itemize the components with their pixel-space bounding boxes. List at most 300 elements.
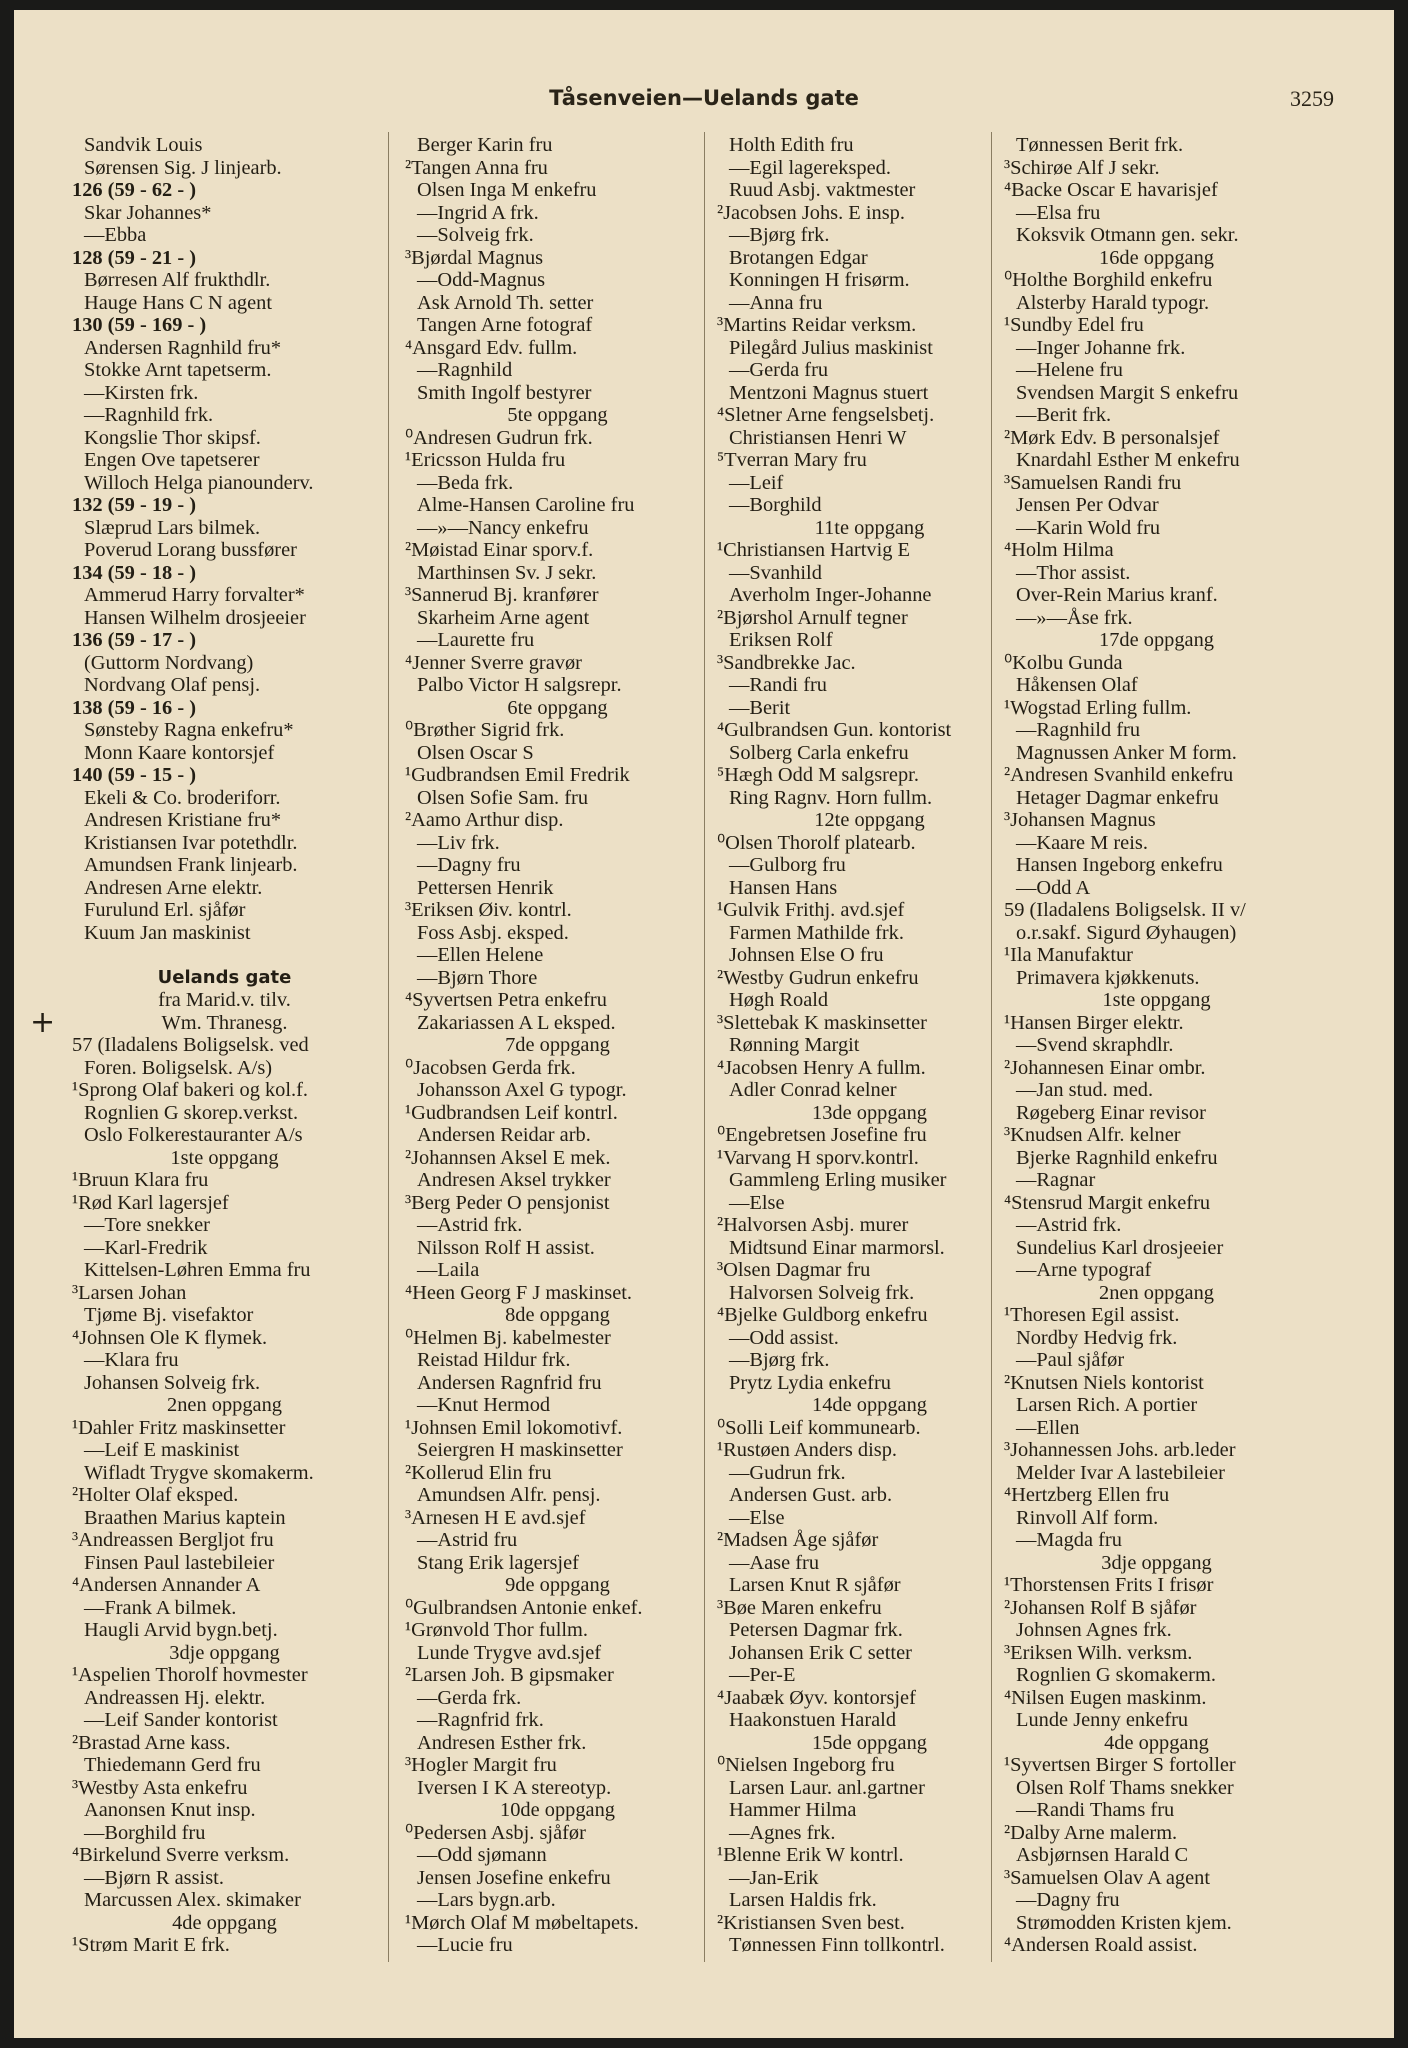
- entry-text: ²Westby Gudrun enkefru: [717, 966, 919, 989]
- directory-entry: [1004, 1507, 1309, 1530]
- entry-text: ⁰Olsen Thorolf platearb.: [717, 831, 916, 854]
- directory-entry: [72, 1327, 377, 1350]
- directory-entry: [405, 899, 710, 922]
- entry-text: Svendsen Margit S enkefru: [1016, 381, 1239, 404]
- entry-text: —Odd sjømann: [417, 1844, 547, 1866]
- directory-entry: [1004, 1844, 1309, 1867]
- entry-text: ³Arnesen H E avd.sjef: [405, 1506, 586, 1529]
- section-heading: [405, 1799, 710, 1822]
- entry-text: ²Aamo Arthur disp.: [405, 809, 564, 831]
- entry-text: ¹Bruun Klara fru: [72, 1169, 209, 1191]
- entry-text: —Ebba: [84, 224, 147, 246]
- section-heading: [72, 1642, 377, 1665]
- entry-text: Midtsund Einar marmorsl.: [729, 1236, 945, 1259]
- directory-entry: [72, 922, 377, 945]
- entry-text: Primavera kjøkkenuts.: [1016, 966, 1200, 989]
- directory-entry: [72, 1237, 377, 1260]
- directory-entry: [72, 1349, 377, 1372]
- directory-entry: [1004, 1394, 1309, 1417]
- entry-text: ¹Gulvik Frithj. avd.sjef: [717, 899, 905, 921]
- directory-entry: [405, 1507, 710, 1530]
- entry-text: ¹Varvang H sporv.kontrl.: [717, 1146, 919, 1169]
- directory-entry: [72, 1282, 377, 1305]
- directory-entry: [717, 1507, 1022, 1530]
- directory-entry: [1004, 314, 1309, 337]
- directory-entry: [405, 449, 710, 472]
- directory-entry: [405, 1079, 710, 1102]
- entry-text: ³Eriksen Øiv. kontrl.: [405, 899, 572, 921]
- entry-text: ⁵Hægh Odd M salgsrepr.: [717, 764, 919, 786]
- entry-text: Furulund Erl. sjåfør: [84, 899, 246, 921]
- entry-text: —Astrid fru: [417, 1529, 518, 1551]
- directory-entry: [717, 922, 1022, 945]
- house-number-heading: [72, 562, 377, 585]
- directory-entry: [1004, 517, 1309, 540]
- entry-text: Hammer Hilma: [729, 1799, 857, 1821]
- entry-text: ²Møistad Einar sporv.f.: [405, 539, 594, 561]
- directory-entry: [72, 742, 377, 765]
- directory-entry: [1004, 899, 1309, 922]
- entry-text: ⁰Solli Leif kommunearb.: [717, 1416, 921, 1439]
- entry-text: 130 (59 - 169 - ): [72, 314, 207, 336]
- directory-entry: [717, 562, 1022, 585]
- directory-entry: [72, 1687, 377, 1710]
- entry-text: ¹Aspelien Thorolf hovmester: [72, 1664, 308, 1686]
- directory-entry: [1004, 1867, 1309, 1890]
- directory-entry: [72, 1102, 377, 1125]
- directory-entry: [1004, 292, 1309, 315]
- directory-entry: [1004, 1372, 1309, 1395]
- entry-text: ⁰Andresen Gudrun frk.: [405, 426, 593, 449]
- entry-text: ⁴Stensrud Margit enkefru: [1004, 1191, 1211, 1214]
- entry-text: 15de oppgang: [812, 1731, 927, 1754]
- directory-entry: [72, 1304, 377, 1327]
- directory-entry: [1004, 1439, 1309, 1462]
- entry-text: 17de oppgang: [1099, 629, 1214, 651]
- directory-entry: [72, 1462, 377, 1485]
- directory-entry: [1004, 674, 1309, 697]
- directory-entry: [405, 1732, 710, 1755]
- section-heading: [30, 1004, 377, 1040]
- entry-text: ¹Hansen Birger elektr.: [1004, 1011, 1184, 1034]
- entry-text: Johnsen Else O fru: [729, 944, 884, 966]
- entry-text: —Ellen: [1016, 1416, 1080, 1439]
- entry-text: Seiergren H maskinsetter: [417, 1439, 623, 1461]
- entry-text: Ammerud Harry forvalter*: [84, 584, 305, 606]
- directory-entry: [405, 1259, 710, 1282]
- entry-text: —Bjørn R assist.: [84, 1866, 224, 1889]
- directory-entry: [72, 1372, 377, 1395]
- entry-text: —Tore snekker: [84, 1214, 210, 1236]
- entry-text: ¹Dahler Fritz maskinsetter: [72, 1416, 286, 1439]
- entry-text: —»—Åse frk.: [1016, 606, 1133, 629]
- directory-entry: [72, 1529, 377, 1552]
- directory-entry: [717, 1552, 1022, 1575]
- directory-entry: [405, 134, 710, 157]
- directory-entry: [717, 629, 1022, 652]
- section-heading: [1004, 247, 1309, 270]
- directory-entry: [72, 899, 377, 922]
- entry-text: ²Kristiansen Sven best.: [717, 1911, 905, 1934]
- directory-entry: [717, 247, 1022, 270]
- directory-entry: [717, 1237, 1022, 1260]
- entry-text: Olsen Inga M enkefru: [417, 179, 597, 201]
- entry-text: ²Johannesen Einar ombr.: [1004, 1056, 1206, 1079]
- entry-text: —Gulborg fru: [729, 854, 846, 876]
- entry-text: Hansen Hans: [729, 876, 838, 899]
- directory-entry: [717, 1574, 1022, 1597]
- entry-text: ¹Johnsen Emil lokomotivf.: [405, 1416, 623, 1439]
- entry-text: ⁰Helmen Bj. kabelmester: [405, 1326, 611, 1349]
- entry-text: ³Johansen Magnus: [1004, 809, 1156, 831]
- directory-entry: [405, 1012, 710, 1035]
- entry-text: —Leif: [729, 471, 784, 494]
- section-heading: [1004, 1282, 1309, 1305]
- entry-text: Konningen H frisørm.: [729, 269, 910, 291]
- directory-entry: [72, 854, 377, 877]
- entry-text: 14de oppgang: [812, 1394, 927, 1416]
- entry-text: (Guttorm Nordvang): [84, 651, 254, 674]
- entry-text: —Beda frk.: [417, 471, 514, 494]
- directory-entry: [1004, 922, 1309, 945]
- entry-text: —Ragnhild frk.: [84, 404, 214, 426]
- directory-entry: [1004, 1574, 1309, 1597]
- entry-text: —Laurette fru: [417, 629, 535, 651]
- entry-text: —Leif Sander kontorist: [84, 1709, 278, 1731]
- entry-text: —Knut Hermod: [417, 1394, 551, 1416]
- directory-entry: [72, 674, 377, 697]
- directory-entry: [717, 1034, 1022, 1057]
- entry-text: Averholm Inger-Johanne: [729, 584, 932, 606]
- entry-text: ⁴Gulbrandsen Gun. kontorist: [717, 719, 952, 741]
- directory-entry: [405, 944, 710, 967]
- directory-entry: [405, 1889, 710, 1912]
- entry-text: —Lucie fru: [417, 1934, 513, 1956]
- entry-text: ¹Ericsson Hulda fru: [405, 449, 566, 471]
- section-heading: [405, 1574, 710, 1597]
- directory-entry: [72, 652, 377, 675]
- entry-text: Andresen Kristiane fru*: [84, 809, 282, 831]
- directory-entry: [72, 404, 377, 427]
- entry-text: Johansen Solveig frk.: [84, 1371, 261, 1394]
- entry-text: —Leif E maskinist: [84, 1439, 240, 1461]
- directory-entry: [405, 517, 710, 540]
- entry-text: ⁴Holm Hilma: [1004, 539, 1114, 561]
- entry-text: ²Knutsen Niels kontorist: [1004, 1371, 1204, 1394]
- entry-text: Jensen Per Odvar: [1016, 494, 1159, 516]
- directory-entry: [717, 1304, 1022, 1327]
- directory-entry: [405, 472, 710, 495]
- entry-text: 132 (59 - 19 - ): [72, 494, 197, 516]
- entry-text: Slæprud Lars bilmek.: [84, 516, 261, 539]
- entry-text: ⁰Brøther Sigrid frk.: [405, 719, 565, 741]
- directory-entry: [72, 472, 377, 495]
- directory-entry: [717, 1327, 1022, 1350]
- entry-text: ⁰Kolbu Gunda: [1004, 651, 1123, 674]
- directory-entry: [1004, 1597, 1309, 1620]
- directory-entry: [717, 382, 1022, 405]
- entry-text: Sørensen Sig. J linjearb.: [84, 156, 282, 179]
- directory-entry: [72, 1192, 377, 1215]
- entry-text: Braathen Marius kaptein: [84, 1506, 286, 1529]
- directory-entry: [717, 1822, 1022, 1845]
- directory-entry: [72, 1844, 377, 1867]
- directory-entry: [72, 1822, 377, 1845]
- street-heading: [72, 967, 377, 990]
- directory-entry: [72, 877, 377, 900]
- entry-text: ⁰Nielsen Ingeborg fru: [717, 1754, 895, 1776]
- directory-entry: [405, 157, 710, 180]
- entry-text: ⁴Jacobsen Henry A fullm.: [717, 1056, 926, 1079]
- directory-entry: [1004, 269, 1309, 292]
- directory-entry: [405, 539, 710, 562]
- directory-entry: [717, 1777, 1022, 1800]
- entry-text: —»—Nancy enkefru: [417, 516, 589, 539]
- directory-entry: [405, 787, 710, 810]
- entry-text: —Karin Wold fru: [1016, 516, 1161, 539]
- directory-entry: [1004, 1799, 1309, 1822]
- directory-entry: [717, 1012, 1022, 1035]
- directory-entry: [405, 269, 710, 292]
- entry-text: Andreassen Hj. elektr.: [84, 1686, 266, 1709]
- entry-text: ⁴Bjelke Guldborg enkefru: [717, 1304, 928, 1326]
- directory-entry: [1004, 1754, 1309, 1777]
- entry-text: —Odd-Magnus: [417, 269, 545, 291]
- entry-text: Lunde Trygve avd.sjef: [417, 1641, 602, 1664]
- section-heading: [72, 989, 377, 1012]
- directory-entry: [717, 697, 1022, 720]
- entry-text: 4de oppgang: [1104, 1731, 1209, 1754]
- entry-text: ²Andresen Svanhild enkefru: [1004, 764, 1234, 786]
- entry-text: Uelands gate: [157, 966, 292, 988]
- directory-entry: [717, 1349, 1022, 1372]
- directory-entry: [1004, 1664, 1309, 1687]
- entry-text: ²Halvorsen Asbj. murer: [717, 1214, 909, 1236]
- directory-entry: [717, 269, 1022, 292]
- entry-text: ³Schirøe Alf J sekr.: [1004, 156, 1160, 179]
- entry-text: —Lars bygn.arb.: [417, 1889, 556, 1911]
- section-heading: [1004, 1552, 1309, 1575]
- directory-entry: [72, 1439, 377, 1462]
- directory-entry: [72, 944, 377, 967]
- directory-entry: [1004, 1912, 1309, 1935]
- entry-text: ²Jacobsen Johs. E insp.: [717, 201, 905, 224]
- entry-text: —Inger Johanne frk.: [1016, 336, 1186, 359]
- section-heading: [1004, 629, 1309, 652]
- entry-text: 128 (59 - 21 - ): [72, 246, 197, 269]
- entry-text: —Anna fru: [729, 291, 823, 314]
- entry-text: Hansen Ingeborg enkefru: [1016, 854, 1223, 876]
- column-divider: [388, 132, 389, 1962]
- entry-text: ¹Thorstensen Frits I frisør: [1004, 1574, 1214, 1596]
- entry-text: ¹Ila Manufaktur: [1004, 944, 1133, 966]
- directory-entry: [1004, 697, 1309, 720]
- entry-text: Skar Johannes*: [84, 201, 212, 224]
- directory-entry: [72, 539, 377, 562]
- entry-text: Over-Rein Marius kranf.: [1016, 584, 1218, 606]
- page-title: Tåsenveien—Uelands gate: [549, 86, 859, 110]
- entry-text: ²Holter Olaf eksped.: [72, 1484, 239, 1506]
- directory-entry: [72, 809, 377, 832]
- entry-text: ³Andreassen Bergljot fru: [72, 1529, 274, 1551]
- entry-text: ³Eriksen Wilh. verksm.: [1004, 1641, 1193, 1664]
- entry-text: Høgh Roald: [729, 989, 829, 1011]
- entry-text: ¹Rustøen Anders disp.: [717, 1439, 898, 1461]
- directory-entry: [72, 1889, 377, 1912]
- section-heading: [717, 809, 1022, 832]
- directory-entry: [405, 629, 710, 652]
- entry-text: ²Mørk Edv. B personalsjef: [1004, 426, 1220, 449]
- directory-entry: [72, 1934, 377, 1957]
- section-heading: [717, 1732, 1022, 1755]
- directory-entry: [717, 832, 1022, 855]
- directory-entry: [717, 1484, 1022, 1507]
- entry-text: —Dagny fru: [1016, 1889, 1120, 1911]
- house-number-heading: [72, 179, 377, 202]
- entry-text: o.r.sakf. Sigurd Øyhaugen): [1016, 921, 1237, 944]
- directory-entry: [1004, 877, 1309, 900]
- section-heading: [405, 697, 710, 720]
- directory-entry: [405, 1552, 710, 1575]
- entry-text: ⁴Birkelund Sverre verksm.: [72, 1844, 290, 1866]
- section-heading: [1004, 989, 1309, 1012]
- directory-entry: [717, 1934, 1022, 1957]
- directory-entry: [1004, 359, 1309, 382]
- entry-text: —Ragnar: [1016, 1169, 1096, 1191]
- entry-text: Alme-Hansen Caroline fru: [417, 494, 635, 516]
- entry-text: Mentzoni Magnus stuert: [729, 381, 929, 404]
- directory-entry: [405, 359, 710, 382]
- section-heading: [717, 517, 1022, 540]
- directory-entry: [405, 1934, 710, 1957]
- directory-entry: [72, 1597, 377, 1620]
- directory-entry: [717, 1529, 1022, 1552]
- entry-text: 57 (Iladalens Boligselsk. ved: [72, 1034, 309, 1056]
- entry-text: Pettersen Henrik: [417, 876, 554, 899]
- entry-text: Sandvik Louis: [84, 134, 203, 156]
- directory-entry: [1004, 472, 1309, 495]
- entry-text: —Elsa fru: [1016, 201, 1101, 224]
- entry-text: 1ste oppgang: [1102, 989, 1211, 1011]
- entry-text: Andresen Arne elektr.: [84, 876, 263, 899]
- directory-column-3: [717, 134, 1022, 1957]
- entry-text: ⁴Sletner Arne fengselsbetj.: [717, 404, 935, 426]
- entry-text: —Kirsten frk.: [84, 381, 199, 404]
- entry-text: —Berit frk.: [1016, 404, 1112, 426]
- directory-entry: [405, 877, 710, 900]
- directory-entry: [72, 1034, 377, 1057]
- directory-entry: [405, 1282, 710, 1305]
- directory-entry: [717, 944, 1022, 967]
- directory-entry: [1004, 1034, 1309, 1057]
- directory-entry: [1004, 944, 1309, 967]
- entry-text: 3dje oppgang: [1101, 1551, 1212, 1574]
- directory-entry: [72, 359, 377, 382]
- entry-text: Smith Ingolf bestyrer: [417, 381, 592, 404]
- directory-entry: [1004, 337, 1309, 360]
- directory-entry: [405, 1057, 710, 1080]
- directory-entry: [717, 404, 1022, 427]
- section-heading: [405, 1034, 710, 1057]
- house-number-heading: [72, 629, 377, 652]
- entry-text: Alsterby Harald typogr.: [1016, 291, 1210, 314]
- directory-entry: [717, 1687, 1022, 1710]
- directory-entry: [717, 1057, 1022, 1080]
- entry-text: —Kaare M reis.: [1016, 831, 1148, 854]
- entry-text: 6te oppgang: [507, 696, 608, 719]
- entry-text: Asbjørnsen Harald C: [1016, 1844, 1189, 1866]
- entry-text: Andersen Ragnhild fru*: [84, 336, 282, 359]
- entry-text: 126 (59 - 62 - ): [72, 179, 197, 201]
- page-header: [14, 86, 1394, 116]
- entry-text: ³Berg Peder O pensjonist: [405, 1191, 610, 1214]
- entry-text: Larsen Haldis frk.: [729, 1889, 877, 1911]
- directory-entry: [717, 472, 1022, 495]
- directory-entry: [1004, 607, 1309, 630]
- entry-text: ³Larsen Johan: [72, 1281, 187, 1304]
- entry-text: Nordby Hedvig frk.: [1016, 1326, 1178, 1349]
- entry-text: Magnussen Anker M form.: [1016, 741, 1237, 764]
- directory-entry: [1004, 1147, 1309, 1170]
- entry-text: Tønnessen Finn tollkontrl.: [729, 1934, 945, 1956]
- directory-entry: [1004, 539, 1309, 562]
- directory-entry: [717, 202, 1022, 225]
- directory-entry: [1004, 1079, 1309, 1102]
- entry-text: —Ingrid A frk.: [417, 201, 539, 224]
- directory-entry: [72, 202, 377, 225]
- entry-text: 7de oppgang: [505, 1034, 610, 1056]
- directory-entry: [405, 382, 710, 405]
- directory-entry: [717, 1169, 1022, 1192]
- entry-text: Oslo Folkerestauranter A/s: [84, 1124, 303, 1146]
- directory-entry: [405, 1822, 710, 1845]
- directory-entry: [717, 1259, 1022, 1282]
- entry-text: Reistad Hildur frk.: [417, 1349, 571, 1371]
- directory-entry: [717, 1147, 1022, 1170]
- directory-entry: [1004, 157, 1309, 180]
- entry-text: —Ellen Helene: [417, 944, 544, 966]
- directory-entry: [1004, 1012, 1309, 1035]
- entry-text: Tangen Arne fotograf: [417, 314, 593, 336]
- entry-text: Nordvang Olaf pensj.: [84, 674, 261, 696]
- directory-entry: [717, 1597, 1022, 1620]
- directory-entry: [717, 1439, 1022, 1462]
- directory-page: [14, 10, 1394, 2038]
- directory-entry: [405, 989, 710, 1012]
- entry-text: ¹Rød Karl lagersjef: [72, 1191, 229, 1214]
- entry-text: ³Sandbrekke Jac.: [717, 651, 856, 674]
- directory-column-4: [1004, 134, 1309, 1957]
- entry-text: —Frank A bilmek.: [84, 1596, 237, 1619]
- directory-entry: [72, 584, 377, 607]
- directory-entry: [717, 787, 1022, 810]
- directory-entry: [405, 1169, 710, 1192]
- directory-entry: [717, 1282, 1022, 1305]
- directory-entry: [717, 989, 1022, 1012]
- entry-text: ⁴Andersen Roald assist.: [1004, 1934, 1198, 1956]
- directory-entry: [72, 1057, 377, 1080]
- entry-text: ²Johansen Rolf B sjåfør: [1004, 1596, 1197, 1619]
- entry-text: ²Madsen Åge sjåfør: [717, 1529, 879, 1551]
- directory-entry: [405, 1439, 710, 1462]
- entry-text: Kuum Jan maskinist: [84, 921, 251, 944]
- directory-entry: [1004, 652, 1309, 675]
- entry-text: Rognlien G skorep.verkst.: [84, 1101, 299, 1124]
- entry-text: Larsen Laur. anl.gartner: [729, 1776, 925, 1799]
- entry-text: Poverud Lorang bussfører: [84, 539, 297, 561]
- entry-text: —Dagny fru: [417, 854, 521, 876]
- directory-entry: [1004, 134, 1309, 157]
